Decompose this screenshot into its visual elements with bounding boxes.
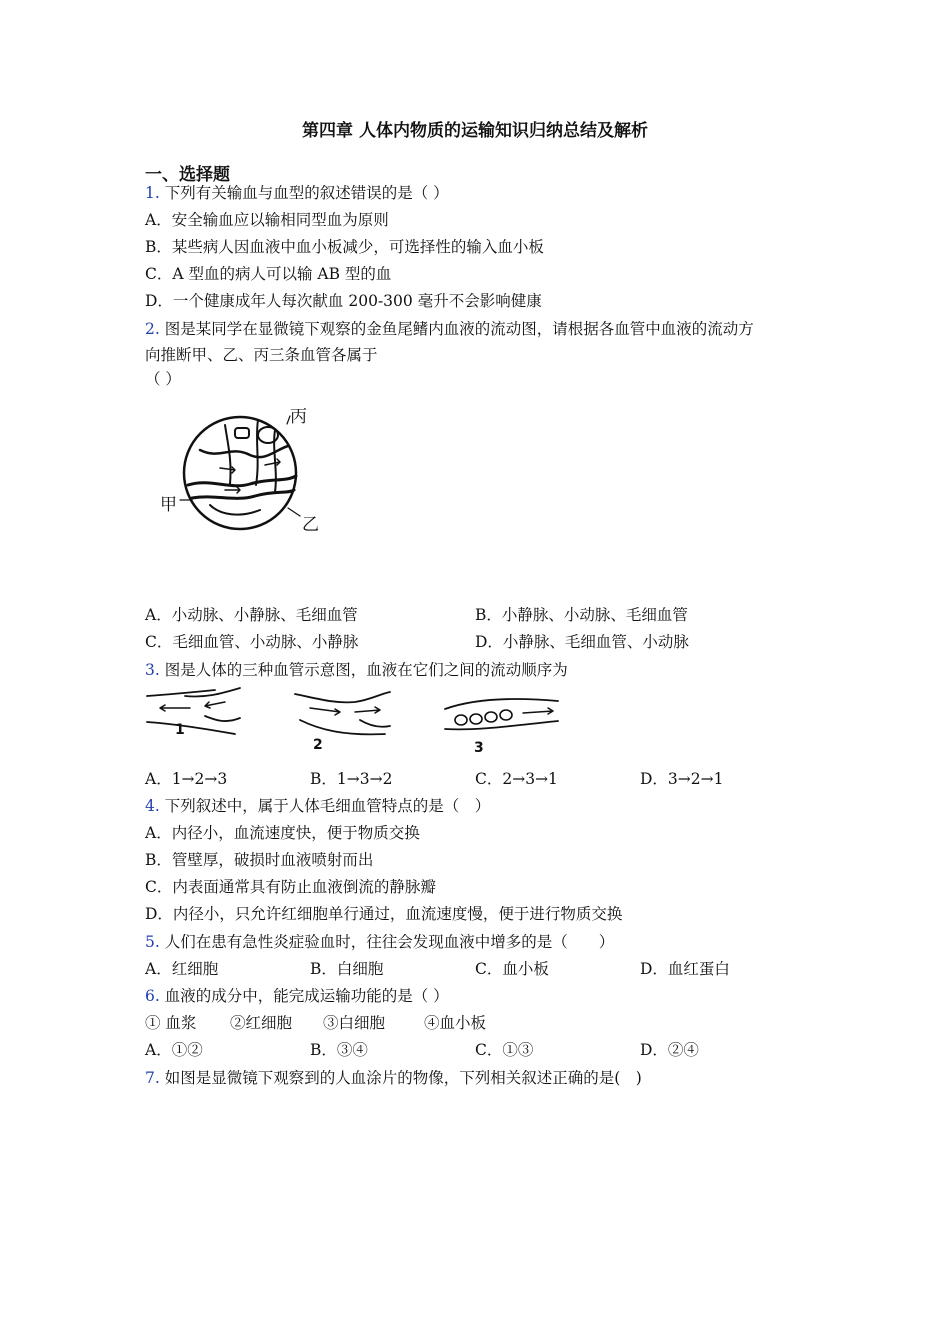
section-heading: 一、选择题 (145, 165, 230, 185)
q2-option-d: D．小静脉、毛细血管、小动脉 (475, 633, 689, 651)
question-text: 图是人体的三种血管示意图，血液在它们之间的流动顺序为 (164, 661, 568, 679)
question-1-stem (145, 182, 449, 204)
vessel-label-3: 3 (474, 740, 484, 756)
question-text: 如图是显微镜下观察到的人血涂片的物像，下列相关叙述正确的是( ) (164, 1069, 642, 1087)
question-number: 3. (145, 661, 160, 679)
q4-option-b: B．管壁厚，破损时血液喷射而出 (145, 851, 374, 869)
vessel-diagram-2 (295, 690, 395, 740)
question-number: 6. (145, 987, 160, 1005)
q1-option-c: C．A 型血的病人可以输 AB 型的血 (145, 265, 392, 283)
fish-tail-microscope-figure (180, 410, 320, 535)
q1-option-a: A．安全输血应以输相同型血为原则 (145, 211, 389, 229)
question-text: 下列有关输血与血型的叙述错误的是（ ） (164, 184, 449, 202)
q5-option-c: C．血小板 (475, 960, 549, 978)
q6-option-b: B．③④ (310, 1041, 368, 1059)
question-number: 4. (145, 797, 160, 815)
q6-option-a: A．①② (145, 1041, 203, 1059)
q4-option-c: C．内表面通常具有防止血液倒流的静脉瓣 (145, 878, 436, 896)
vessel-label-2: 2 (313, 737, 323, 753)
question-7-stem (145, 1067, 642, 1089)
q5-option-a: A．红细胞 (145, 960, 219, 978)
question-number: 7. (145, 1069, 160, 1087)
q3-option-b: B．1→3→2 (310, 770, 393, 788)
question-number: 2. (145, 320, 160, 338)
page-title: 第四章 人体内物质的运输知识归纳总结及解析 (302, 121, 648, 141)
q1-option-d: D．一个健康成年人每次献血 200-300 毫升不会影响健康 (145, 292, 542, 310)
q2-option-b: B．小静脉、小动脉、毛细血管 (475, 606, 688, 624)
question-text: 人们在患有急性炎症验血时，往往会发现血液中增多的是（ ） (164, 933, 615, 951)
q6-option-c: C．①③ (475, 1041, 534, 1059)
question-2-paren: （ ） (145, 370, 181, 388)
label-yi: 乙 (302, 515, 319, 535)
q6-item-3: ③白细胞 (323, 1014, 386, 1032)
q3-option-c: C．2→3→1 (475, 770, 558, 788)
question-2-stem (145, 318, 754, 340)
vessel-diagram-3 (443, 695, 563, 735)
q4-option-a: A．内径小，血流速度快，便于物质交换 (145, 824, 420, 842)
question-text: 血液的成分中，能完成运输功能的是（ ） (164, 987, 449, 1005)
question-6-stem (145, 985, 449, 1007)
label-bing: 丙 (290, 407, 307, 427)
question-text: 下列叙述中，属于人体毛细血管特点的是（ ） (164, 797, 491, 815)
q6-item-1: ① 血浆 (145, 1014, 197, 1032)
q6-item-2: ②红细胞 (230, 1014, 293, 1032)
q3-option-d: D．3→2→1 (640, 770, 724, 788)
q6-option-d: D．②④ (640, 1041, 699, 1059)
question-2-stem-cont: 向推断甲、乙、丙三条血管各属于 (145, 346, 378, 364)
q2-option-c: C．毛细血管、小动脉、小静脉 (145, 633, 359, 651)
question-text: 图是某同学在显微镜下观察的金鱼尾鳍内血液的流动图，请根据各血管中血液的流动方 (164, 320, 754, 338)
q5-option-b: B．白细胞 (310, 960, 384, 978)
question-3-stem (145, 659, 568, 681)
question-5-stem (145, 931, 614, 953)
label-jia: 甲 (160, 495, 177, 515)
question-number: 5. (145, 933, 160, 951)
q3-option-a: A．1→2→3 (145, 770, 228, 788)
q4-option-d: D．内径小，只允许红细胞单行通过，血流速度慢，便于进行物质交换 (145, 905, 623, 923)
question-4-stem (145, 795, 490, 817)
vessel-label-1: 1 (175, 722, 185, 738)
q2-option-a: A．小动脉、小静脉、毛细血管 (145, 606, 358, 624)
q6-item-4: ④血小板 (424, 1014, 487, 1032)
vessel-diagram-1 (145, 688, 245, 738)
q5-option-d: D．血红蛋白 (640, 960, 730, 978)
question-number: 1. (145, 184, 160, 202)
q1-option-b: B．某些病人因血液中血小板减少，可选择性的输入血小板 (145, 238, 544, 256)
